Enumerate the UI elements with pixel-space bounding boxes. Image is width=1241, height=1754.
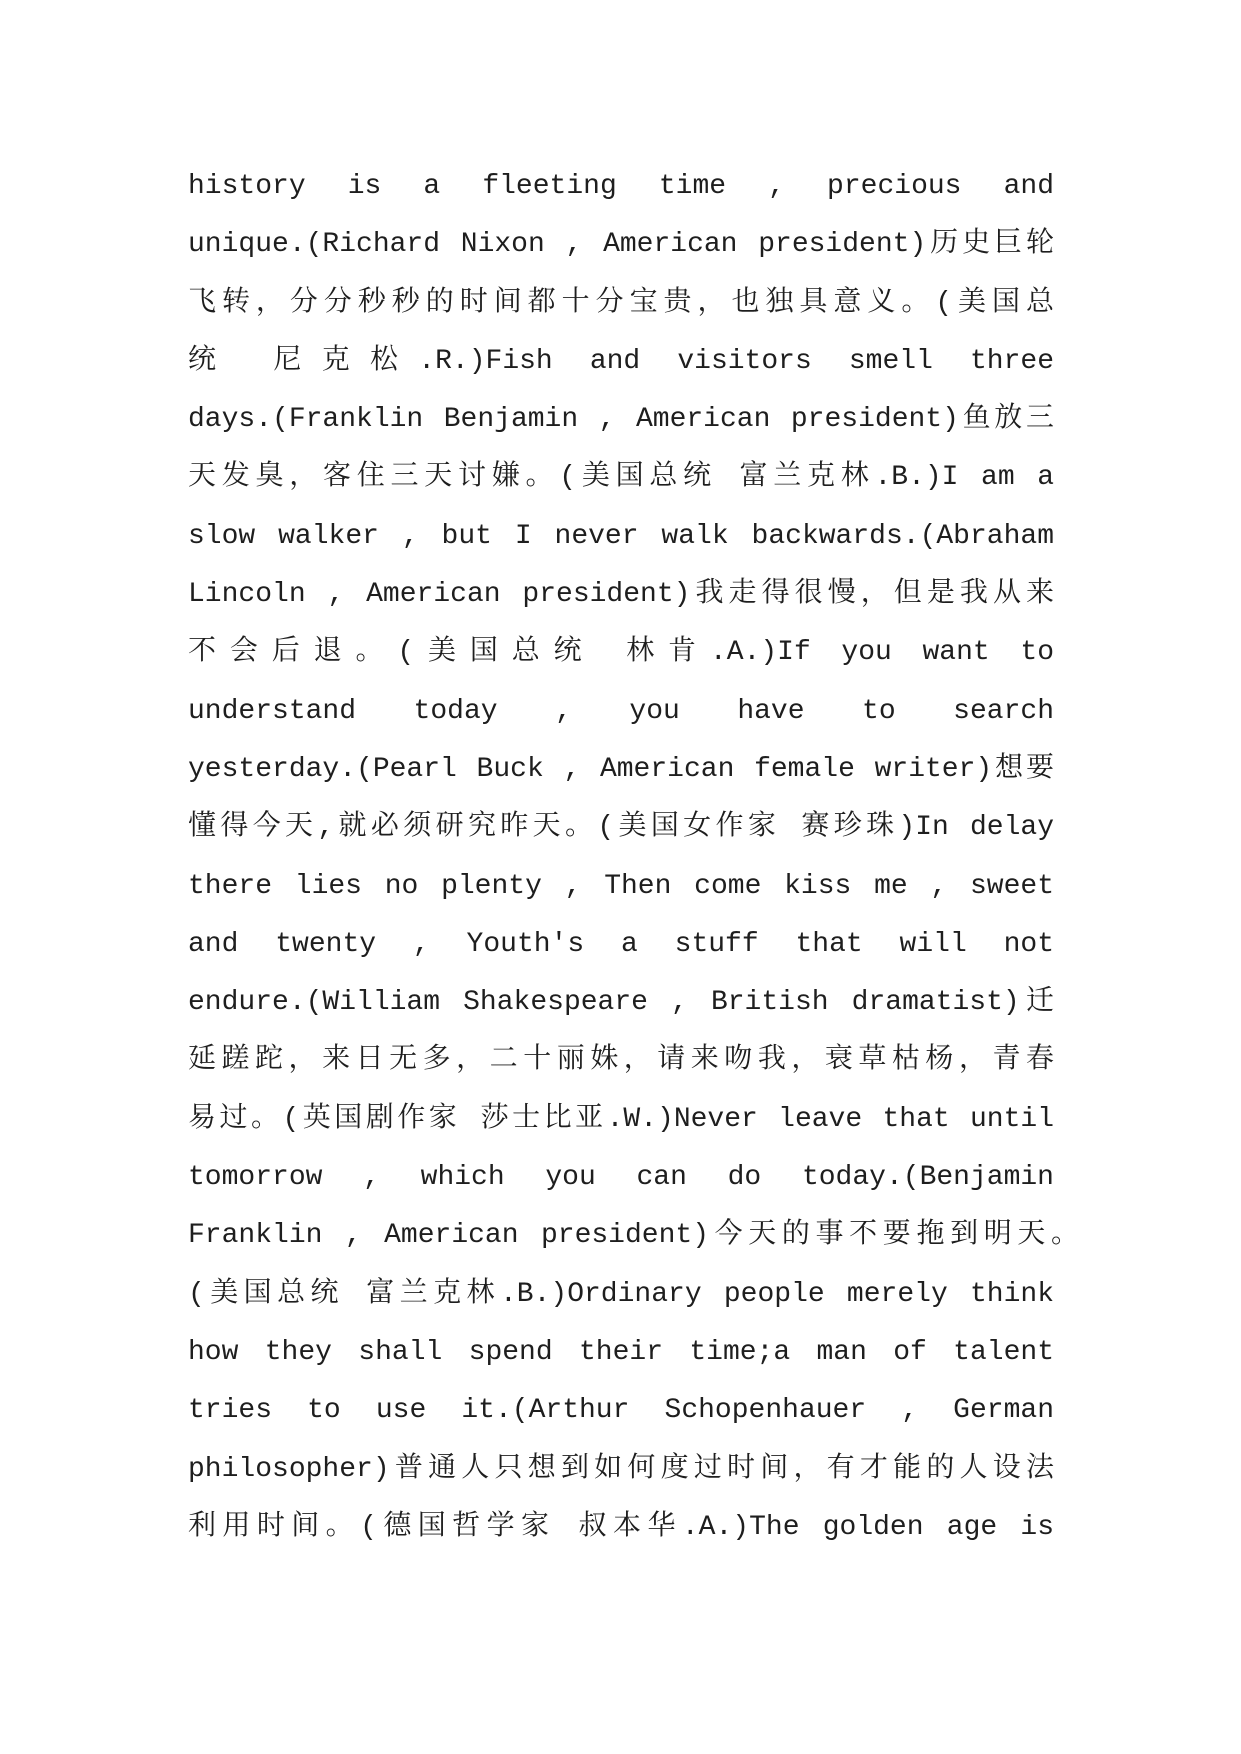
text-line: 懂得今天,就必须研究昨天。(美国女作家 赛珍珠)In delay	[188, 812, 1054, 844]
document-body	[188, 158, 1079, 1557]
text-line: yesterday.(Pearl Buck , American female writer)想要	[188, 753, 1054, 785]
text-line: days.(Franklin Benjamin , American president)鱼放三	[188, 404, 1054, 436]
text-line: understand today , you have to search	[188, 695, 1054, 727]
text-line: there lies no plenty , Then come kiss me , sweet	[188, 870, 1054, 902]
text-line: tries to use it.(Arthur Schopenhauer , German	[188, 1395, 1054, 1427]
text-line: tomorrow , which you can do today.(Benjamin	[188, 1162, 1054, 1194]
text-line: slow walker , but I never walk backwards.(Abraham	[188, 520, 1054, 552]
text-line: unique.(Richard Nixon , American president)历史巨轮	[188, 229, 1054, 261]
text-line: Lincoln , American president)我走得很慢，但是我从来	[188, 579, 1054, 611]
text-line: Franklin , American president)今天的事不要拖到明天。	[188, 1220, 1079, 1252]
text-line: 统 尼克松.R.)Fish and visitors smell three	[188, 345, 1054, 377]
text-line: 不会后退。(美国总统 林肯.A.)If you want to	[188, 637, 1054, 669]
text-line: endure.(William Shakespeare , British dramatist)迁	[188, 987, 1054, 1019]
text-line: how they shall spend their time;a man of talent	[188, 1336, 1054, 1368]
text-line: history is a fleeting time , precious and	[188, 171, 1054, 202]
text-line: (美国总统 富兰克林.B.)Ordinary people merely think	[188, 1278, 1054, 1310]
text-line: 延蹉跎，来日无多，二十丽姝，请来吻我，衰草枯杨，青春	[188, 1045, 1054, 1077]
text-line: philosopher)普通人只想到如何度过时间，有才能的人设法	[188, 1453, 1054, 1485]
text-line: and twenty , Youth's a stuff that will not	[188, 928, 1054, 960]
text-line: 易过。(英国剧作家 莎士比亚.W.)Never leave that until	[188, 1103, 1054, 1135]
text-line: 飞转，分分秒秒的时间都十分宝贵，也独具意义。(美国总	[188, 287, 1054, 319]
text-line: 利用时间。(德国哲学家 叔本华.A.)The golden age is	[188, 1511, 1054, 1543]
text-line: 天发臭，客住三天讨嫌。(美国总统 富兰克林.B.)I am a	[188, 462, 1054, 494]
